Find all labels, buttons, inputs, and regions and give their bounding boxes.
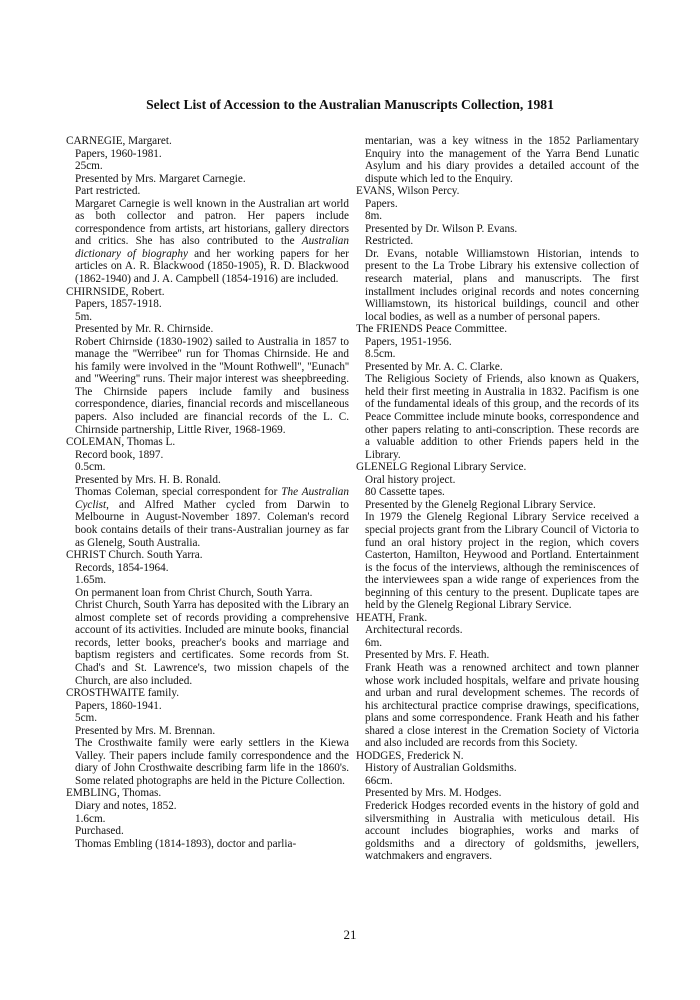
entry-heading: CHIRNSIDE, Robert. bbox=[66, 285, 165, 298]
entry-carnegie bbox=[66, 135, 349, 286]
page-number: 21 bbox=[343, 927, 357, 942]
continued-description: mentarian, was a key witness in the 1852 Parliamentary Enquiry into the management of the Yarra Bend Lunatic Asylum and his diary provides a detailed account of the dispute which led to the Enquiry. bbox=[365, 135, 639, 185]
entry-line: Record book, 1897. bbox=[75, 448, 164, 461]
entry-heading: CHRIST Church. South Yarra. bbox=[66, 549, 203, 562]
entry-line: Papers, 1960-1981. bbox=[75, 147, 162, 160]
entry-line: Presented by Dr. Wilson P. Evans. bbox=[365, 222, 518, 235]
entry-christ-church bbox=[66, 549, 349, 687]
entry-line: Presented by Mrs. H. B. Ronald. bbox=[75, 473, 221, 486]
entry-heading: HODGES, Frederick N. bbox=[356, 749, 464, 762]
entry-heading: GLENELG Regional Library Service. bbox=[356, 461, 527, 474]
entry-embling bbox=[66, 787, 349, 850]
entry-line: Papers, 1857-1918. bbox=[75, 298, 162, 311]
entry-description: The Religious Society of Friends, also known as Quakers, held their first meeting in Australia in 1832. Pacifism is one of the fundamental ideals of this group, and the records of its Peace Committee include minute books, correspondence and other papers relating to anti-conscription. These records are a valuable addition to other Friends papers held in the Library. bbox=[365, 373, 639, 461]
entry-heading: EMBLING, Thomas. bbox=[66, 787, 162, 800]
entry-evans bbox=[356, 185, 639, 323]
entry-line: 80 Cassette tapes. bbox=[365, 486, 445, 499]
entry-line: Presented by Mrs. M. Hodges. bbox=[365, 787, 502, 800]
entry-description: Thomas Coleman, special correspondent for The Australian Cyclist, and Alfred Mather cycled from Darwin to Melbourne in August-November 1897. Coleman's record book contains details of their trans-Australian journey as far as Glenelg, South Australia. bbox=[75, 486, 349, 549]
entry-heading: COLEMAN, Thomas L. bbox=[66, 436, 176, 449]
entry-line: 8m. bbox=[365, 210, 383, 223]
entry-line: Restricted. bbox=[365, 235, 414, 248]
page-title: Select List of Accession to the Australian Manuscripts Collection, 1981 bbox=[146, 97, 554, 112]
entry-description: Frederick Hodges recorded events in the history of gold and silversmithing in Australia with meticulous detail. His account includes biographies, works and marks of goldsmiths and a directory of goldsmiths, jewellers, watchmakers and engravers. bbox=[365, 799, 639, 863]
entry-line: Architectural records. bbox=[365, 624, 463, 637]
entry-line: 0.5cm. bbox=[75, 461, 106, 474]
entry-heading: HEATH, Frank. bbox=[356, 611, 428, 624]
entry-glenelg bbox=[356, 461, 639, 612]
right-column bbox=[356, 135, 639, 863]
entry-friends-peace-committee bbox=[356, 323, 639, 461]
entry-line: Diary and notes, 1852. bbox=[75, 799, 177, 812]
entry-line: 1.65m. bbox=[75, 574, 107, 587]
left-column bbox=[66, 135, 349, 850]
entry-heath bbox=[356, 612, 639, 750]
entry-line: Records, 1854-1964. bbox=[75, 561, 169, 574]
entry-description: Thomas Embling (1814-1893), doctor and parlia- bbox=[75, 837, 297, 850]
entry-line: Presented by the Glenelg Regional Library Service. bbox=[365, 498, 596, 511]
entry-line: 5m. bbox=[75, 310, 93, 323]
entry-line: Papers. bbox=[365, 197, 398, 210]
entry-line: 1.6cm. bbox=[75, 812, 106, 825]
entry-line: Papers, 1951-1956. bbox=[365, 335, 452, 348]
entry-line: Oral history project. bbox=[365, 473, 456, 486]
entry-line: Purchased. bbox=[75, 825, 124, 838]
entry-chirnside bbox=[66, 286, 349, 437]
entry-line: 66cm. bbox=[365, 774, 393, 787]
entry-line: 5cm. bbox=[75, 712, 98, 725]
entry-line: 8.5cm. bbox=[365, 348, 396, 361]
entry-crosthwaite bbox=[66, 687, 349, 787]
entry-line: Presented by Mr. A. C. Clarke. bbox=[365, 360, 503, 373]
entry-line: Papers, 1860-1941. bbox=[75, 699, 162, 712]
entry-description: In 1979 the Glenelg Regional Library Service received a special projects grant from the Library Council of Victoria to fund an oral history project in the region, which covers Casterton, Hamilton, Heywood and Portland. Entertainment is the focus of the interviews, although the reminiscences of the interviewees span a wide range of experiences from the beginning of this century to the present. Duplicate tapes are held by the Glenelg Regional Library Service. bbox=[365, 511, 639, 612]
entry-description: Christ Church, South Yarra has deposited with the Library an almost complete set of records providing a comprehensive account of its activities. Included are minute books, financial records, letter books, preacher's books and marriage and baptism registers and certificates. Some records from St. Chad's and St. Lawrence's, two mission chapels of the Church, are also included. bbox=[75, 599, 349, 687]
entry-line: Presented by Mr. R. Chirnside. bbox=[75, 323, 214, 336]
entry-heading: EVANS, Wilson Percy. bbox=[356, 185, 460, 198]
entry-line: Presented by Mrs. Margaret Carnegie. bbox=[75, 172, 246, 185]
entry-coleman bbox=[66, 436, 349, 549]
entry-description: The Crosthwaite family were early settlers in the Kiewa Valley. Their papers include family correspondence and the diary of John Crosthwaite describing farm life in the 1860's. Some related photographs are held in the Picture Collection. bbox=[75, 737, 349, 787]
entry-description: Dr. Evans, notable Williamstown Historian, intends to present to the La Trobe Library his extensive collection of research material, plans and manuscripts. The first installment includes original records and notes concerning Williamstown, its historical buildings, council and other local bodies, as well as a number of personal papers. bbox=[365, 247, 639, 323]
entry-heading: CROSTHWAITE family. bbox=[66, 687, 179, 700]
entry-line: On permanent loan from Christ Church, South Yarra. bbox=[75, 586, 313, 599]
entry-line: Presented by Mrs. M. Brennan. bbox=[75, 724, 216, 737]
entry-heading: CARNEGIE, Margaret. bbox=[66, 135, 172, 147]
entry-hodges bbox=[356, 750, 639, 863]
entry-description: Robert Chirnside (1830-1902) sailed to Australia in 1857 to manage the ''Werribee'' run for Thomas Chirnside. He and his family were involved in the ''Mount Rothwell'', ''Eunach'' and ''Weering'' runs. Their major interest was sheepbreeding. The Chirnside papers include family and business correspondence, diaries, financial records and miscellaneous papers. Also included are financial records of the L. C. Chirnside partnership, Little River, 1968-1969. bbox=[75, 335, 349, 436]
entry-line: Presented by Mrs. F. Heath. bbox=[365, 649, 490, 662]
entry-description: Margaret Carnegie is well known in the Australian art world as both collector and patron. Her papers include correspondence from artists, art historians, gallery directors and critics. She has also contributed to the Australian dictionary of biography and her working papers for her articles on A. R. Blackwood (1850-1905), R. D. Blackwood (1862-1940) and J. A. Campbell (1854-1916) are included. bbox=[75, 197, 349, 286]
entry-line: 25cm. bbox=[75, 160, 103, 173]
entry-heading: The FRIENDS Peace Committee. bbox=[356, 323, 508, 336]
entry-line: 6m. bbox=[365, 636, 383, 649]
entry-line: History of Australian Goldsmiths. bbox=[365, 762, 517, 775]
entry-description: Frank Heath was a renowned architect and town planner whose work included hospitals, welfare and private housing and urban and rural development schemes. The records of his architectural practice comprise drawings, specifications, plans and some correspondence. Frank Heath and his father shared a close interest in the Cremation Society of Victoria and also included are records from this Society. bbox=[365, 661, 639, 750]
entry-line: Part restricted. bbox=[75, 185, 141, 198]
